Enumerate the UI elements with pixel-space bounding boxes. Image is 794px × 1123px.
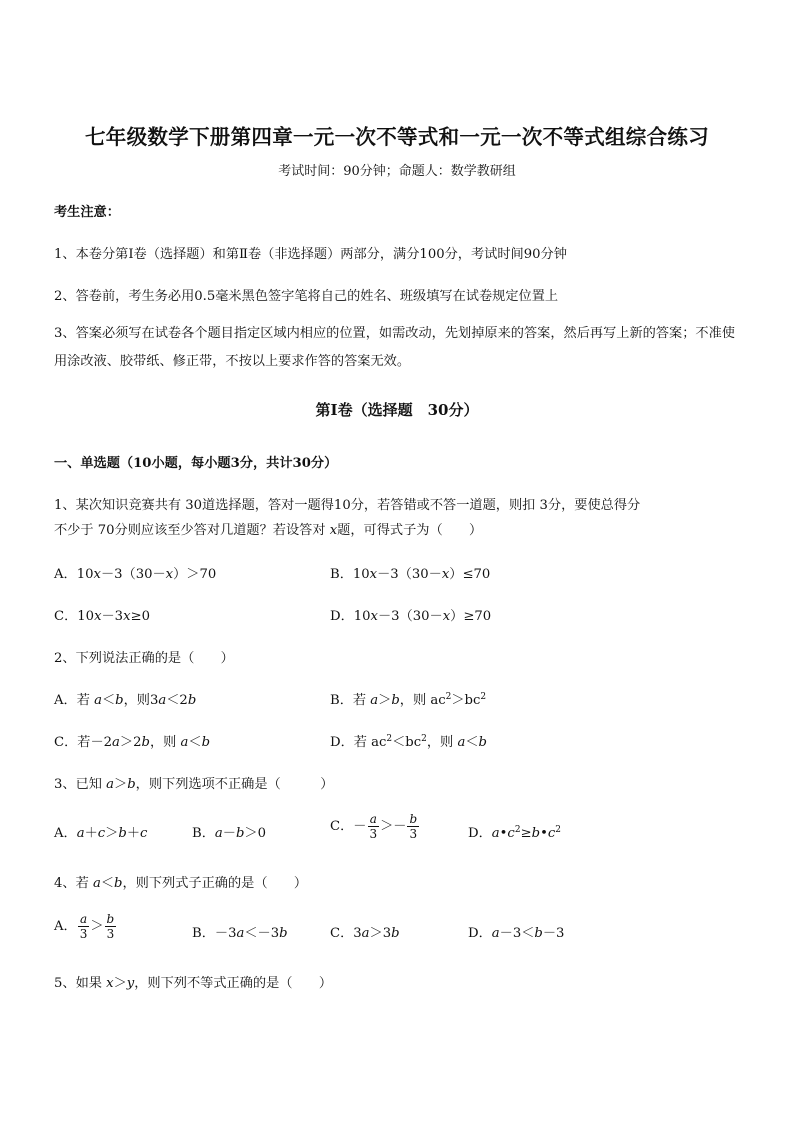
q3-option-b: B．a－b＞0 (192, 826, 266, 841)
q3-option-d: D．$a•c^2\ge b•c^2$ (468, 825, 561, 841)
q3-option-c: C．－ $\frac{a}{3}$ ＞－ $\frac{b}{3}$ (330, 812, 418, 841)
notice-item-3: 3、答案必须写在试卷各个题目指定区域内相应的位置，如需改动，先划掉原来的答案，然后再写上新的答案；不准使用涂改液、胶带纸、修正带，不按以上要求作答的答案无效。 (54, 326, 735, 369)
q4-option-b: B．－3a＜－3b (192, 926, 288, 941)
q4-option-a: A． $\frac{a}{3}$ ＞ $\frac{b}{3}$ (54, 912, 115, 941)
q4-stem: 4、若 a＜b，则下列式子正确的是（ ） (54, 876, 308, 891)
q1-option-c: C．10x－3x≥0 (54, 609, 150, 624)
exam-title: 七年级数学下册第四章一元一次不等式和一元一次不等式组综合练习 (85, 125, 709, 149)
q2-option-a: A．若 a＜b，则3a＜2b (54, 693, 197, 708)
q1-option-b: B．10x－3（30－x）≤70 (330, 567, 491, 582)
q3-option-a: A．a＋c＞b＋c (54, 826, 148, 841)
section-title: 第Ⅰ卷（选择题 30分） (315, 401, 479, 419)
q1-option-d: D．10x－3（30－x）≥70 (330, 609, 492, 624)
q5-stem: 5、如果 x＞y，则下列不等式正确的是（ ） (54, 976, 333, 991)
q2-option-b: B．若 a＞b，则 $ac^2>bc^2$ (330, 692, 487, 708)
notice-item-1: 1、本卷分第Ⅰ卷（选择题）和第Ⅱ卷（非选择题）两部分，满分100分，考试时间90分钟 (54, 247, 567, 262)
part-heading: 一、单选题（10小题，每小题3分，共计30分） (54, 456, 338, 471)
q3-stem: 3、已知 a＞b，则下列选项不正确是（ ） (54, 777, 334, 792)
q4-option-c: C．3a＞3b (330, 926, 400, 941)
notice-heading: 考生注意： (54, 205, 120, 220)
q1-stem-line-1: 1、某次知识竞赛共有 30道选择题，答对一题得10分，若答错或不答一道题，则扣 3分，要使总得分 (54, 498, 641, 513)
q2-option-d: D．若 $ac^2<bc^2$，则 a＜b (330, 734, 487, 750)
q2-stem: 2、下列说法正确的是（ ） (54, 651, 234, 666)
q2-option-c: C．若－2a＞2b，则 a＜b (54, 735, 211, 750)
exam-subtitle: 考试时间：90分钟；命题人：数学教研组 (278, 164, 516, 179)
notice-item-2: 2、答卷前，考生务必用0.5毫米黑色签字笔将自己的姓名、班级填写在试卷规定位置上 (54, 289, 559, 304)
q1-stem-line-2: 不少于 70分则应该至少答对几道题？若设答对 x题，可得式子为（ ） (54, 523, 483, 538)
q4-option-d: D．a－3＜b－3 (468, 926, 565, 941)
q1-option-a: A．10x－3（30－x）＞70 (54, 567, 217, 582)
